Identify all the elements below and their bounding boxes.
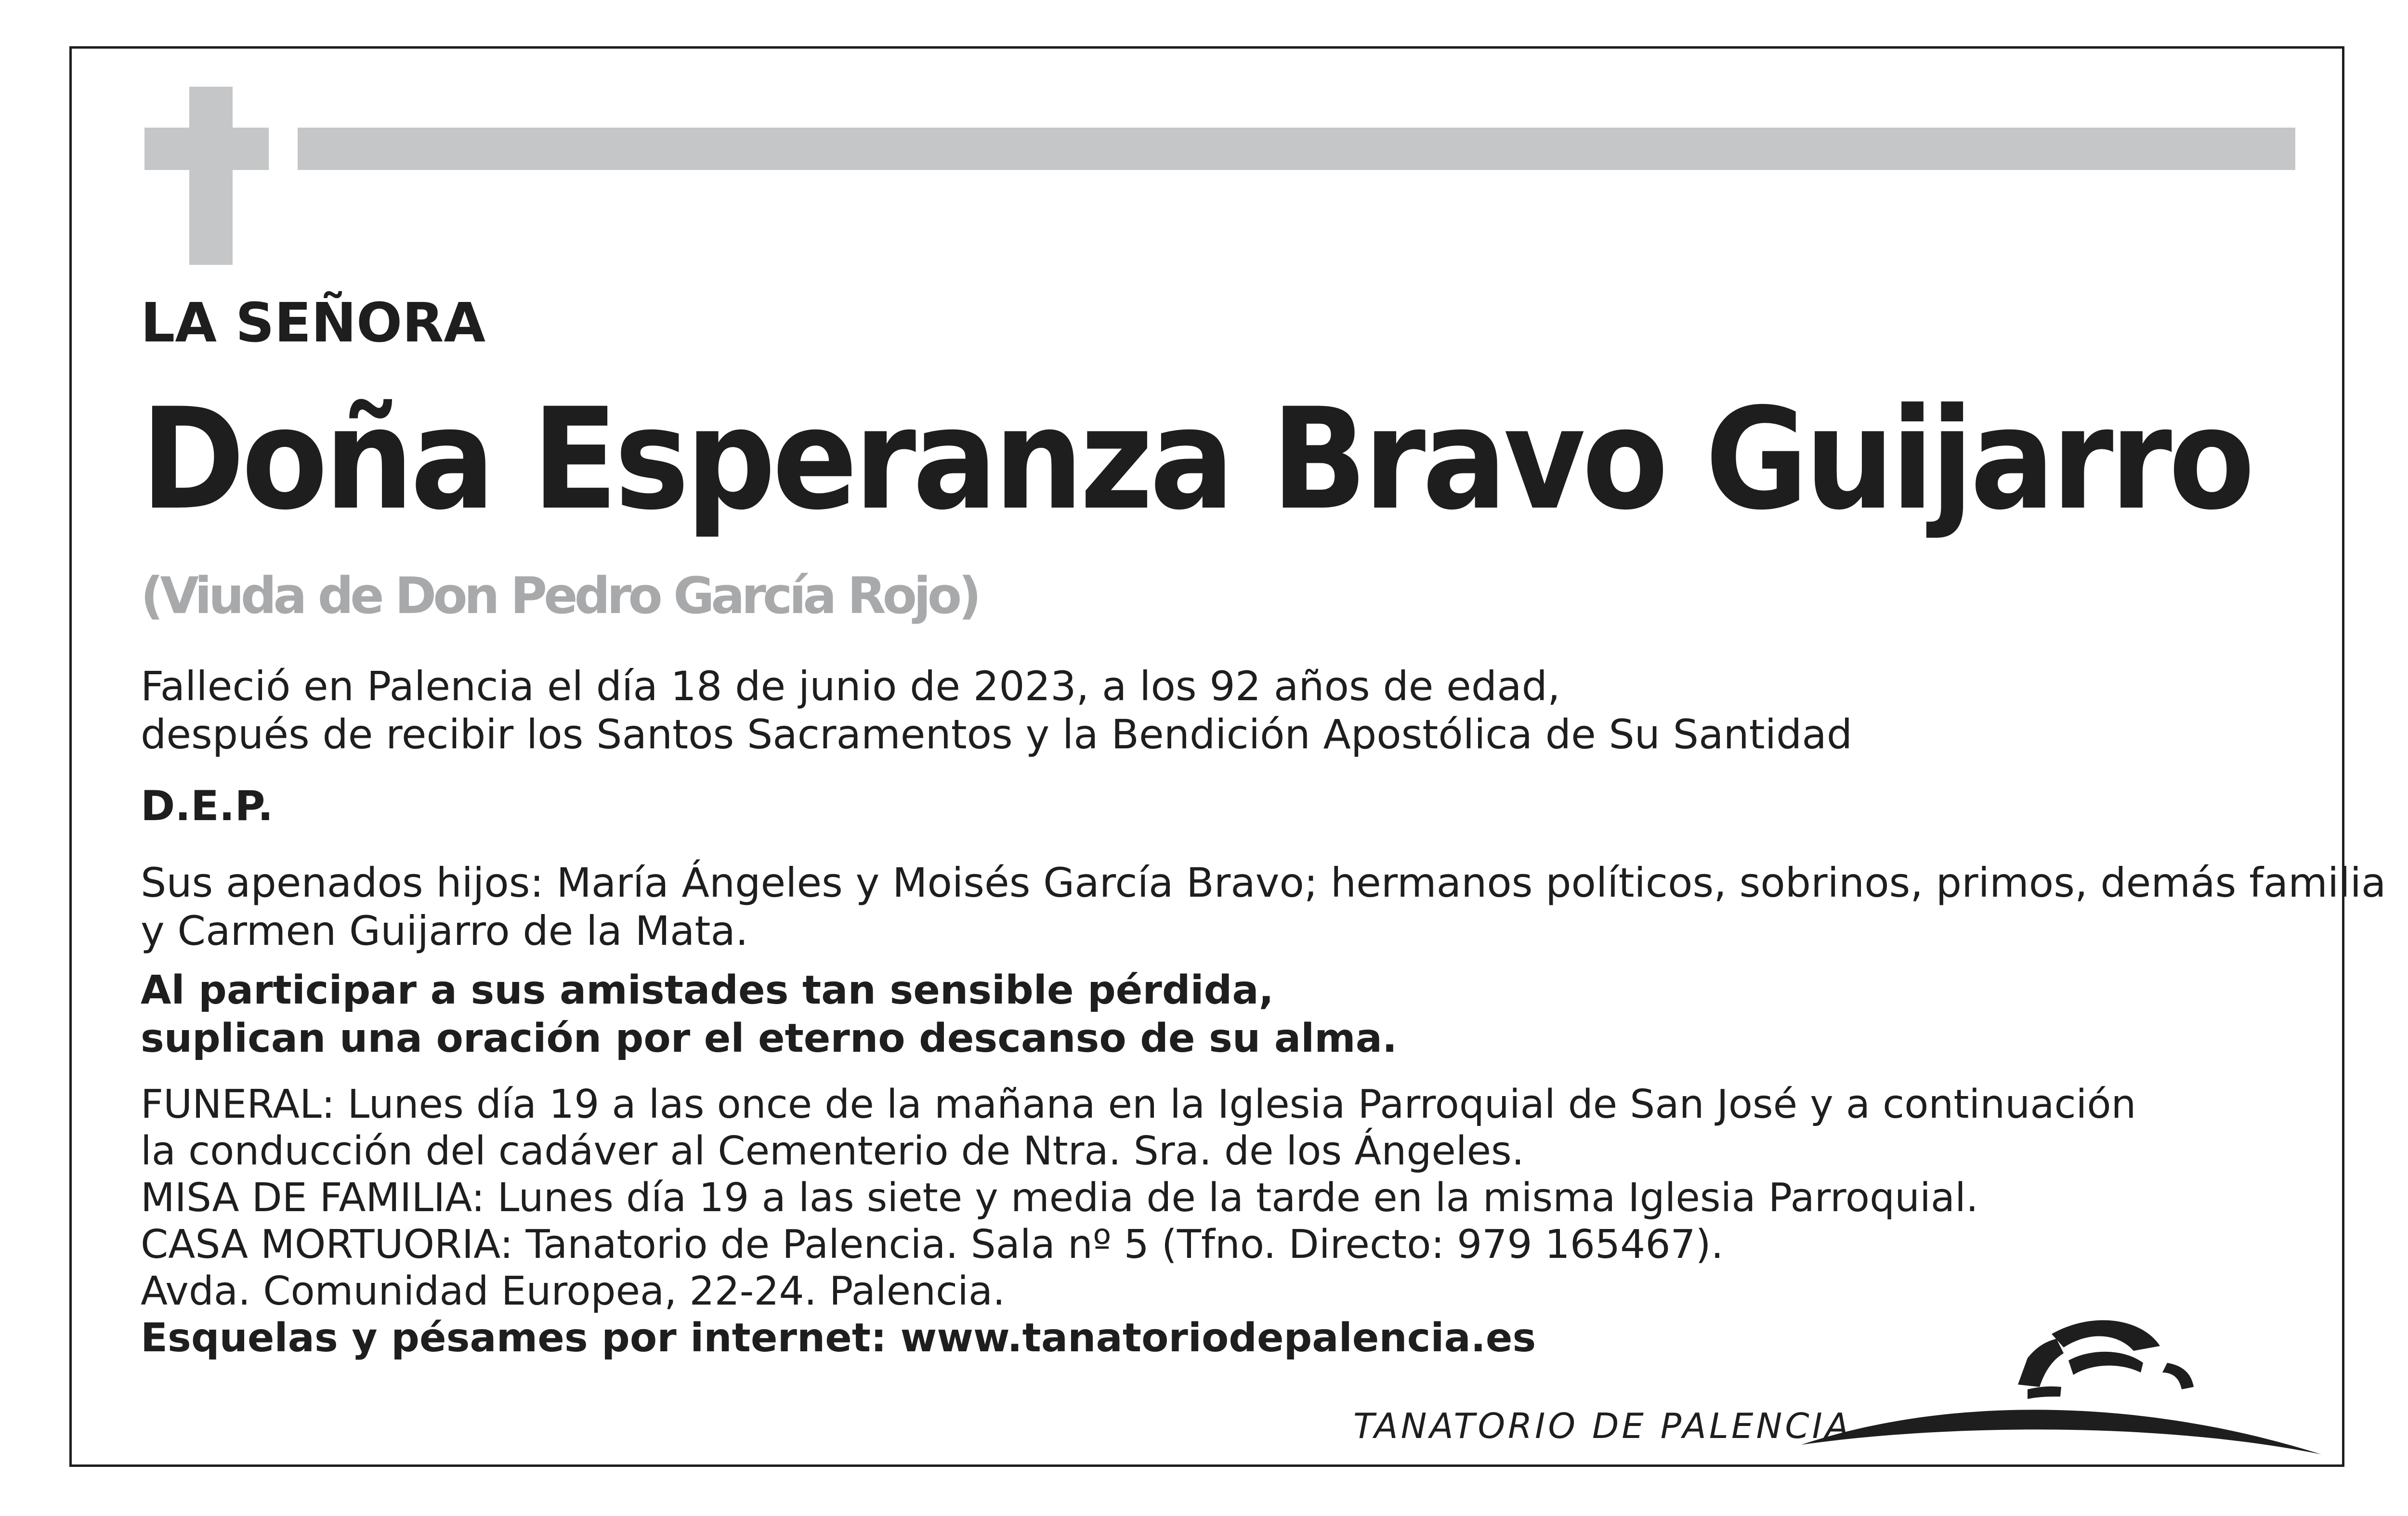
plea-line: Al participar a sus amistades tan sensible pérdida, — [141, 967, 1274, 1013]
announcement-line: después de recibir los Santos Sacramentos y la Bendición Apostólica de Su Santidad — [141, 711, 1853, 758]
funeral-line: FUNERAL: Lunes día 19 a las once de la mañana en la Iglesia Parroquial de San José y a continuación — [141, 1082, 2136, 1127]
family-list — [141, 859, 2386, 955]
family-line: Sus apenados hijos: María Ángeles y Moisés García Bravo; hermanos políticos, sobrinos, primos, demás familia — [141, 859, 2386, 906]
prayer-plea — [141, 967, 1397, 1063]
title-label: LA SEÑORA — [141, 292, 486, 354]
cross-icon — [189, 87, 233, 265]
tanatorio-logo-text: TANATORIO DE PALENCIA — [1353, 1406, 1852, 1446]
rip-label: D.E.P. — [141, 782, 274, 830]
plea-line: suplican una oración por el eterno descanso de su alma. — [141, 1016, 1398, 1061]
announcement-line: Falleció en Palencia el día 18 de junio de 2023, a los 92 años de edad, — [141, 663, 1560, 710]
death-announcement — [141, 662, 1852, 758]
funeral-home-line: CASA MORTUORIA: Tanatorio de Palencia. Sala nº 5 (Tfno. Directo: 979 165467). — [141, 1222, 1724, 1268]
address-line: Avda. Comunidad Europea, 22-24. Palencia. — [141, 1268, 1006, 1314]
family-line: y Carmen Guijarro de la Mata. — [141, 907, 748, 954]
header-bar — [298, 128, 2295, 170]
widow-of-line: (Viuda de Don Pedro García Rojo) — [141, 566, 978, 625]
tanatorio-dome-logo-icon — [1801, 1300, 2321, 1459]
online-condolences-link[interactable]: Esquelas y pésames por internet: www.tanatoriodepalencia.es — [141, 1315, 1536, 1361]
deceased-name: Doña Esperanza Bravo Guijarro — [141, 379, 2251, 541]
cross-icon-arm — [144, 128, 269, 170]
family-mass-line: MISA DE FAMILIA: Lunes día 19 a las siete y media de la tarde en la misma Iglesia Parroquial. — [141, 1175, 1978, 1221]
funeral-line-continued: la conducción del cadáver al Cementerio de Ntra. Sra. de los Ángeles. — [141, 1128, 1524, 1174]
